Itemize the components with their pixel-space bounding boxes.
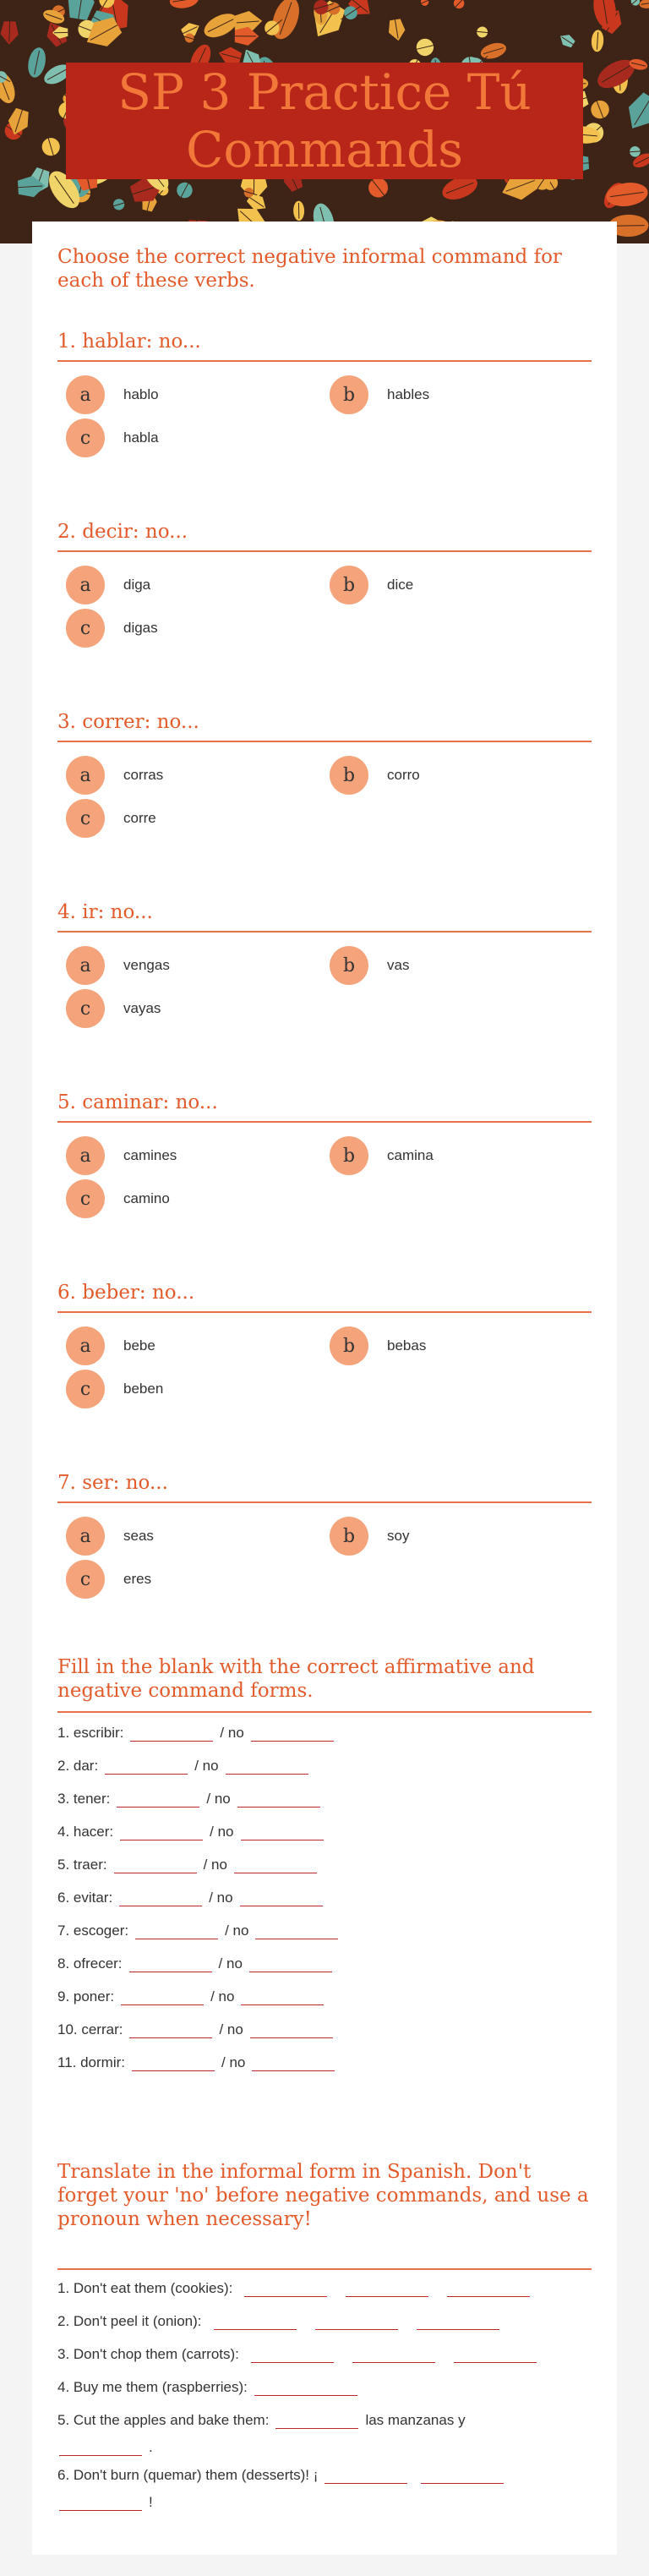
translate-end-punct: ! <box>149 2494 153 2510</box>
leaf-shape <box>557 31 576 50</box>
affirmative-blank[interactable] <box>121 1989 204 2005</box>
translate-prompt: 3. Don't chop them (carrots): <box>57 2346 239 2362</box>
question-divider <box>57 741 592 742</box>
option-letter-bubble[interactable]: c <box>66 989 105 1028</box>
leaf-shape <box>387 19 407 42</box>
slash-no-separator: / no <box>206 1791 231 1807</box>
answer-option[interactable] <box>66 1136 177 1175</box>
fill-in-row <box>57 2054 341 2071</box>
affirmative-blank[interactable] <box>120 1824 203 1840</box>
leaf-shape <box>65 0 97 21</box>
negative-blank[interactable] <box>234 1857 317 1873</box>
section3-divider <box>57 2268 592 2270</box>
option-text: hables <box>387 386 430 402</box>
slash-no-separator: / no <box>203 1857 227 1873</box>
fill-in-row <box>57 1791 327 1808</box>
negative-blank[interactable] <box>251 1726 334 1742</box>
answer-blank[interactable] <box>447 2281 530 2297</box>
option-text: corras <box>123 767 164 783</box>
question-title: 5. caminar: no... <box>57 1091 218 1113</box>
answer-blank[interactable] <box>275 2413 358 2429</box>
fill-in-row <box>57 1922 345 1939</box>
question-title: 2. decir: no... <box>57 521 188 543</box>
answer-option[interactable] <box>66 1326 155 1365</box>
option-letter-bubble[interactable]: b <box>330 946 368 985</box>
leaf-shape <box>479 41 509 62</box>
answer-option[interactable] <box>66 1560 151 1599</box>
negative-blank[interactable] <box>252 2055 335 2071</box>
option-letter-bubble[interactable]: a <box>66 566 105 604</box>
option-letter-bubble[interactable]: a <box>66 946 105 985</box>
fill-in-label: 7. escoger: <box>57 1922 129 1939</box>
answer-option[interactable] <box>66 609 158 648</box>
answer-option[interactable] <box>66 1370 163 1408</box>
translate-row <box>57 2313 506 2330</box>
slash-no-separator: / no <box>210 1824 234 1840</box>
negative-blank[interactable] <box>240 1890 323 1906</box>
option-text: beben <box>123 1381 164 1397</box>
question-divider <box>57 1501 592 1503</box>
fill-in-row <box>57 1857 324 1873</box>
answer-option[interactable] <box>66 418 159 457</box>
slash-no-separator: / no <box>194 1758 219 1774</box>
question-title: 1. hablar: no... <box>57 331 201 353</box>
translate-row <box>57 2412 466 2429</box>
answer-option[interactable] <box>330 756 420 795</box>
answer-option[interactable] <box>66 566 150 604</box>
option-letter-bubble[interactable]: b <box>330 566 368 604</box>
fill-in-row <box>57 2021 340 2038</box>
option-text: bebas <box>387 1337 427 1354</box>
leaf-shape <box>38 129 64 165</box>
answer-blank[interactable] <box>59 2495 142 2511</box>
leaf-shape <box>235 27 259 46</box>
option-letter-bubble[interactable]: b <box>330 375 368 414</box>
option-text: habla <box>123 429 159 446</box>
option-letter-bubble[interactable]: b <box>330 756 368 795</box>
translate-prompt: 5. Cut the apples and bake them: <box>57 2412 270 2428</box>
answer-option[interactable] <box>330 375 429 414</box>
fill-in-label: 6. evitar: <box>57 1890 113 1906</box>
slash-no-separator: / no <box>209 1890 233 1906</box>
affirmative-blank[interactable] <box>114 1857 197 1873</box>
slash-no-separator: / no <box>225 1922 249 1939</box>
option-letter-bubble[interactable]: c <box>66 418 105 457</box>
answer-option[interactable] <box>330 566 413 604</box>
negative-blank[interactable] <box>249 1956 332 1972</box>
affirmative-blank[interactable] <box>132 2055 215 2071</box>
answer-blank[interactable] <box>244 2281 327 2297</box>
leaf-shape <box>639 0 649 9</box>
fill-in-label: 1. escribir: <box>57 1725 124 1741</box>
answer-option[interactable] <box>66 1179 170 1218</box>
answer-blank[interactable] <box>324 2468 407 2484</box>
fill-in-row <box>57 1725 341 1742</box>
option-letter-bubble[interactable]: c <box>66 799 105 838</box>
option-text: camino <box>123 1190 170 1206</box>
answer-blank[interactable] <box>417 2314 499 2330</box>
question-divider <box>57 931 592 933</box>
translate-row <box>57 2467 510 2484</box>
fill-in-label: 10. cerrar: <box>57 2021 123 2037</box>
option-letter-bubble[interactable]: b <box>330 1136 368 1175</box>
title-box <box>66 63 583 179</box>
fill-in-row <box>57 1890 330 1906</box>
question-title: 7. ser: no... <box>57 1472 168 1494</box>
affirmative-blank[interactable] <box>129 1956 212 1972</box>
option-letter-bubble[interactable]: c <box>66 1370 105 1408</box>
leaf-shape <box>293 200 304 221</box>
negative-blank[interactable] <box>241 1824 324 1840</box>
affirmative-blank[interactable] <box>135 1923 218 1939</box>
affirmative-blank[interactable] <box>105 1758 188 1775</box>
negative-blank[interactable] <box>226 1758 308 1775</box>
leaf-shape <box>449 0 469 14</box>
slash-no-separator: / no <box>219 2021 243 2037</box>
option-text: vengas <box>123 957 170 973</box>
option-text: soy <box>387 1528 410 1544</box>
answer-option[interactable] <box>66 1517 154 1556</box>
leaf-shape <box>168 0 199 10</box>
option-text: eres <box>123 1571 152 1587</box>
answer-blank[interactable] <box>315 2314 398 2330</box>
option-letter-bubble[interactable]: b <box>330 1517 368 1556</box>
answer-option[interactable] <box>330 1517 409 1556</box>
affirmative-blank[interactable] <box>130 1726 213 1742</box>
question-divider <box>57 550 592 552</box>
answer-option[interactable] <box>66 756 163 795</box>
translate-continuation <box>57 2494 153 2511</box>
question-divider <box>57 1121 592 1123</box>
answer-blank[interactable] <box>254 2380 357 2396</box>
answer-blank[interactable] <box>59 2440 142 2456</box>
answer-blank[interactable] <box>352 2347 435 2363</box>
question-title: 3. correr: no... <box>57 711 199 733</box>
fill-in-label: 8. ofrecer: <box>57 1955 123 1972</box>
answer-option[interactable] <box>330 1326 426 1365</box>
option-letter-bubble[interactable]: a <box>66 375 105 414</box>
leaf-shape <box>417 0 433 8</box>
fill-in-label: 2. dar: <box>57 1758 99 1774</box>
section2-divider <box>57 1711 592 1713</box>
leaf-shape <box>591 30 604 52</box>
option-text: diga <box>123 577 151 593</box>
section1-instruction: Choose the correct negative informal command for each of these verbs. <box>57 246 562 292</box>
leaf-shape <box>472 25 493 38</box>
option-letter-bubble[interactable]: a <box>66 756 105 795</box>
fill-in-row <box>57 1955 339 1972</box>
option-text: digas <box>123 620 158 636</box>
option-text: seas <box>123 1528 154 1544</box>
answer-blank[interactable] <box>454 2347 537 2363</box>
option-text: bebe <box>123 1337 155 1354</box>
fill-in-label: 3. tener: <box>57 1791 111 1807</box>
option-text: corro <box>387 767 420 783</box>
option-text: camina <box>387 1147 434 1163</box>
page-title: SP 3 Practice Tú Commands <box>117 63 532 178</box>
affirmative-blank[interactable] <box>117 1791 199 1808</box>
leaf-shape <box>25 46 48 79</box>
answer-option[interactable] <box>66 989 161 1028</box>
option-letter-bubble[interactable]: b <box>330 1326 368 1365</box>
option-text: dice <box>387 577 414 593</box>
option-letter-bubble[interactable]: c <box>66 1560 105 1599</box>
section2-instruction: Fill in the blank with the correct affirmative and negative command forms. <box>57 1656 535 1702</box>
option-letter-bubble[interactable]: a <box>66 1517 105 1556</box>
translate-prompt: 1. Don't eat them (cookies): <box>57 2280 233 2296</box>
leaf-shape <box>200 9 241 42</box>
fill-in-label: 5. traer: <box>57 1857 107 1873</box>
question-title: 4. ir: no... <box>57 901 153 923</box>
option-text: corre <box>123 810 156 826</box>
option-text: camines <box>123 1147 177 1163</box>
option-text: hablo <box>123 386 159 402</box>
fill-in-label: 9. poner: <box>57 1988 115 2004</box>
answer-option[interactable] <box>330 1136 434 1175</box>
slash-no-separator: / no <box>220 1725 244 1741</box>
fill-in-row <box>57 1988 330 2005</box>
negative-blank[interactable] <box>250 2022 333 2038</box>
autumn-leaves-banner <box>0 0 649 243</box>
answer-blank[interactable] <box>421 2468 504 2484</box>
negative-blank[interactable] <box>241 1989 324 2005</box>
answer-option[interactable] <box>330 946 409 985</box>
translate-middle-text: las manzanas y <box>365 2412 466 2428</box>
translate-prompt: 6. Don't burn (quemar) them (desserts)! ¡ <box>57 2467 319 2483</box>
leaf-shape <box>0 21 19 45</box>
option-letter-bubble[interactable]: a <box>66 1326 105 1365</box>
leaf-shape <box>408 36 442 59</box>
leaf-shape <box>108 196 130 212</box>
answer-blank[interactable] <box>251 2347 334 2363</box>
slash-no-separator: / no <box>210 1988 235 2004</box>
option-text: vas <box>387 957 410 973</box>
translate-row <box>57 2280 537 2297</box>
answer-option[interactable] <box>66 946 170 985</box>
translate-end-punct: . <box>149 2439 153 2455</box>
question-divider <box>57 360 592 362</box>
translate-prompt: 2. Don't peel it (onion): <box>57 2313 202 2329</box>
slash-no-separator: / no <box>218 1955 243 1972</box>
translate-row <box>57 2379 364 2396</box>
affirmative-blank[interactable] <box>119 1890 202 1906</box>
fill-in-row <box>57 1758 315 1775</box>
option-text: vayas <box>123 1000 161 1016</box>
answer-blank[interactable] <box>214 2314 297 2330</box>
negative-blank[interactable] <box>237 1791 320 1808</box>
option-letter-bubble[interactable]: a <box>66 1136 105 1175</box>
fill-in-label: 4. hacer: <box>57 1824 114 1840</box>
question-title: 6. beber: no... <box>57 1282 195 1304</box>
option-letter-bubble[interactable]: c <box>66 1179 105 1218</box>
negative-blank[interactable] <box>255 1923 338 1939</box>
fill-in-row <box>57 1824 330 1840</box>
leaf-shape <box>620 90 649 135</box>
translate-prompt: 4. Buy me them (raspberries): <box>57 2379 248 2395</box>
affirmative-blank[interactable] <box>129 2022 212 2038</box>
leaf-shape <box>586 91 614 128</box>
translate-continuation <box>57 2439 153 2456</box>
section3-instruction: Translate in the informal form in Spanish. Don't forget your 'no' before negative commands, and use a pronoun when necessary! <box>57 2161 589 2230</box>
answer-option[interactable] <box>66 799 156 838</box>
fill-in-label: 11. dormir: <box>57 2054 125 2070</box>
option-letter-bubble[interactable]: c <box>66 609 105 648</box>
answer-option[interactable] <box>66 375 159 414</box>
slash-no-separator: / no <box>221 2054 246 2070</box>
translate-row <box>57 2346 543 2363</box>
answer-blank[interactable] <box>346 2281 428 2297</box>
question-divider <box>57 1311 592 1313</box>
